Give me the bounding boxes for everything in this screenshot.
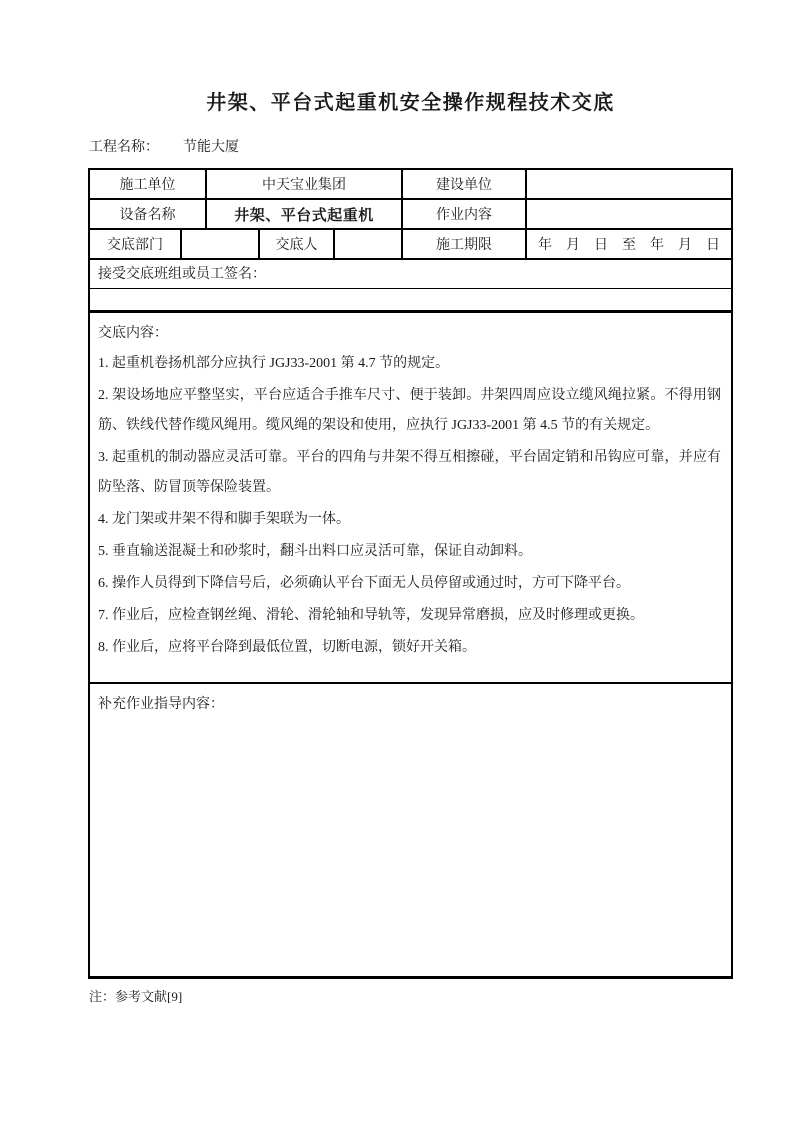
project-name-value: 节能大厦 — [183, 140, 239, 155]
content-item-6: 6. 操作人员得到下降信号后，必须确认平台下面无人员停留或通过时，方可下降平台。 — [98, 576, 630, 591]
content-item-5: 5. 垂直输送混凝土和砂浆时，翻斗出料口应灵活可靠，保证自动卸料。 — [98, 544, 532, 559]
construction-unit-label-cell: 施工单位 — [90, 170, 207, 198]
work-content-label-cell: 作业内容 — [403, 200, 527, 228]
equipment-name-value-cell: 井架、平台式起重机 — [207, 200, 403, 228]
disclosure-dept-label-cell: 交底部门 — [90, 230, 182, 258]
discloser-value-cell — [335, 230, 403, 258]
disclosure-content-section — [90, 313, 731, 684]
construction-unit-value-cell: 中天宝业集团 — [207, 170, 403, 198]
signature-row — [90, 260, 731, 289]
content-item-2: 2. 架设场地应平整坚实，平台应适合手推车尺寸、便于装卸。井架四周应设立缆风绳拉紧。不得用钢筋、铁线代替作缆风绳用。缆风绳的架设和使用，应执行 JGJ33-2001 第 4.5 节的有关规定。 — [98, 388, 721, 433]
project-name-label: 工程名称： — [89, 140, 159, 155]
work-content-value-cell — [527, 200, 731, 228]
table-row-disclosure-dept — [90, 230, 731, 260]
disclosure-form-table — [88, 168, 733, 979]
construction-period-label-cell: 施工期限 — [403, 230, 527, 258]
build-unit-value-cell — [527, 170, 731, 198]
disclosure-content-label: 交底内容： — [98, 326, 168, 341]
page-title: 井架、平台式起重机安全操作规程技术交底 — [206, 92, 615, 114]
footer-note: 注：参考文献[9] — [89, 989, 183, 1004]
project-name-line — [89, 138, 733, 158]
table-row-construction-unit — [90, 170, 731, 200]
content-item-7: 7. 作业后，应检查钢丝绳、滑轮、滑轮轴和导轨等，发现异常磨损，应及时修理或更换。 — [98, 608, 644, 623]
equipment-name-label-cell: 设备名称 — [90, 200, 207, 228]
build-unit-label-cell: 建设单位 — [403, 170, 527, 198]
discloser-label-cell: 交底人 — [260, 230, 335, 258]
content-item-1: 1. 起重机卷扬机部分应执行 JGJ33-2001 第 4.7 节的规定。 — [98, 356, 450, 371]
table-row-equipment-name — [90, 200, 731, 230]
construction-period-value-cell: 年 月 日 至 年 月 日 — [538, 238, 720, 253]
supplement-section — [90, 684, 731, 976]
signature-blank-row — [90, 289, 731, 313]
content-item-3: 3. 起重机的制动器应灵活可靠。平台的四角与井架不得互相擦碰，平台固定销和吊钩应可靠，并应有防坠落、防冒顶等保险装置。 — [98, 450, 721, 495]
content-item-8: 8. 作业后，应将平台降到最低位置，切断电源，锁好开关箱。 — [98, 640, 476, 655]
signature-label: 接受交底班组或员工签名： — [98, 267, 266, 282]
supplement-label: 补充作业指导内容： — [98, 697, 224, 712]
content-item-4: 4. 龙门架或井架不得和脚手架联为一体。 — [98, 512, 350, 527]
disclosure-dept-value-cell — [182, 230, 260, 258]
